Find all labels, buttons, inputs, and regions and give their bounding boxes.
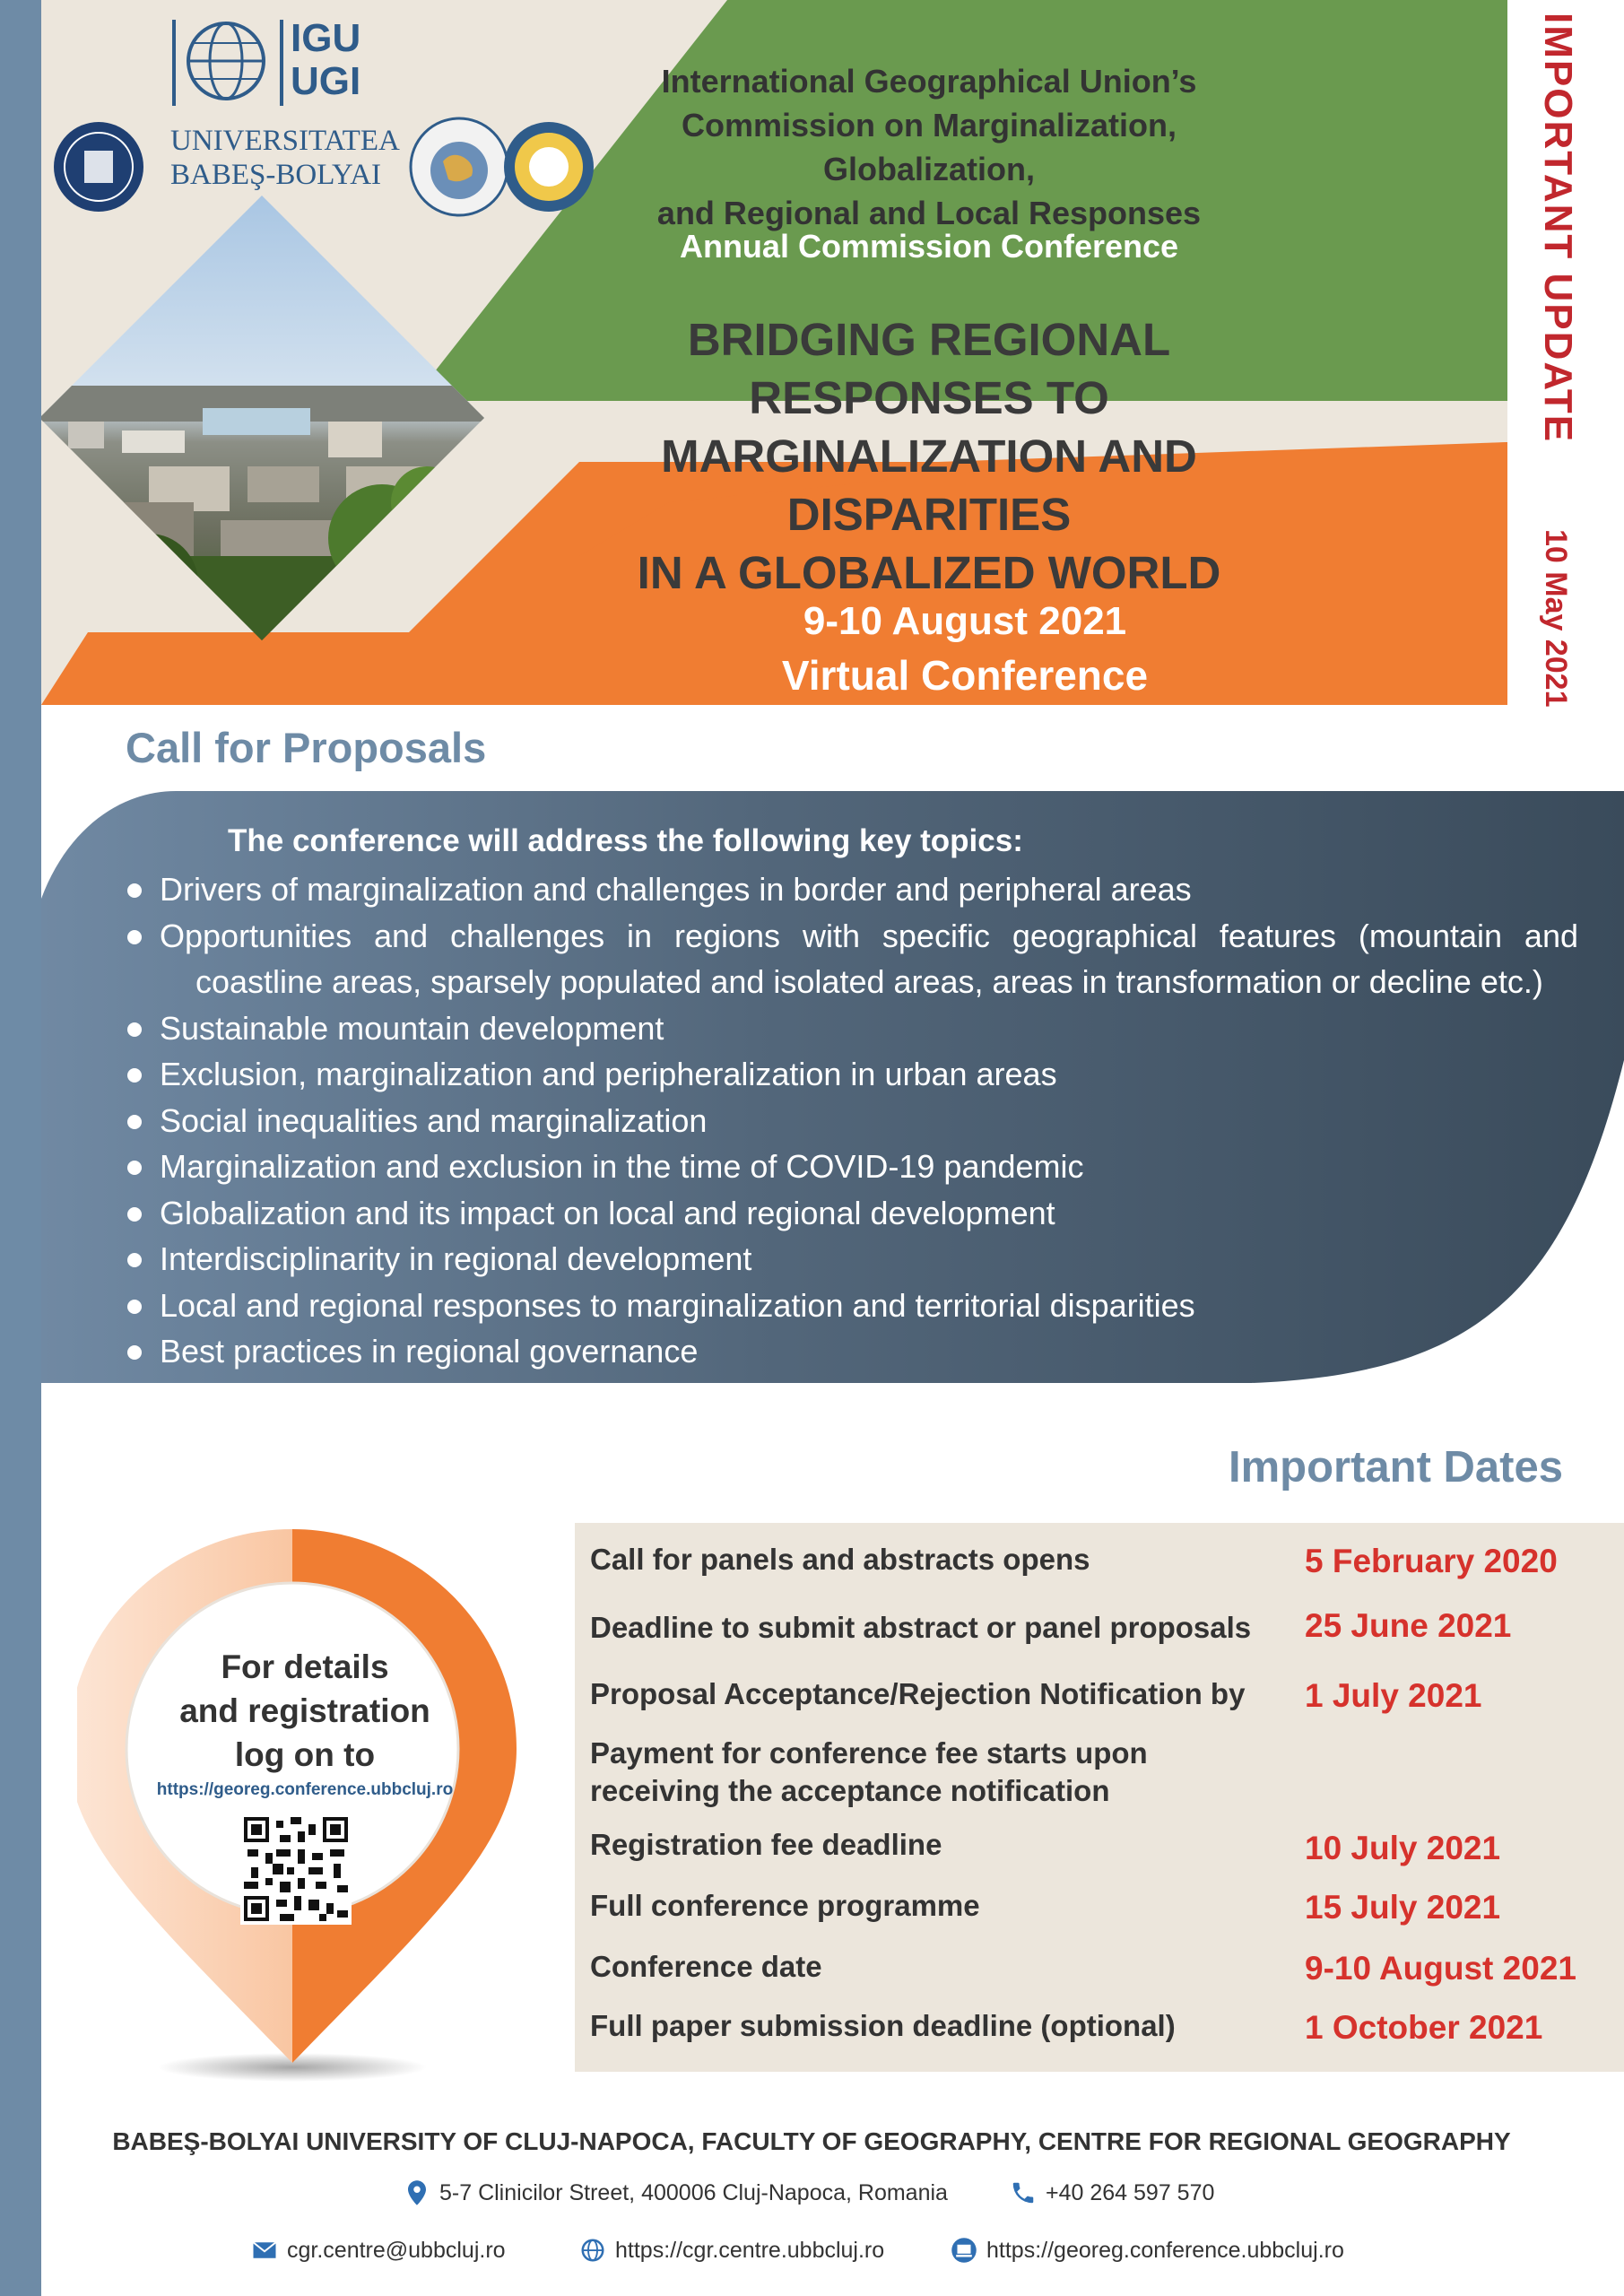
institution-name: BABEŞ-BOLYAI UNIVERSITY OF CLUJ-NAPOCA, FACULTY OF GEOGRAPHY, CENTRE FOR REGIONAL GEOGRAPHY: [112, 2127, 1511, 2155]
title-line3: IN A GLOBALIZED WORLD: [637, 547, 1221, 598]
topic-item: Local and regional responses to marginalization and territorial disparities: [126, 1283, 1578, 1329]
email-item: [251, 2237, 506, 2264]
date-row-label-continuation: receiving the acceptance notification: [590, 1774, 1110, 1807]
date-row-value: 10 July 2021: [1305, 1830, 1501, 1866]
registration-prompt-line1: For details: [221, 1648, 389, 1685]
address-item: [404, 2179, 948, 2206]
conference-date: 9-10 August 2021: [803, 599, 1127, 643]
conference-subtitle: Annual Commission Conference: [679, 228, 1179, 265]
topic-item: Globalization and its impact on local and regional development: [126, 1190, 1578, 1237]
phone-text[interactable]: +40 264 597 570: [1046, 2179, 1215, 2205]
title-line2: MARGINALIZATION AND DISPARITIES: [661, 430, 1197, 540]
topic-item: Interdisciplinarity in regional development: [126, 1236, 1578, 1283]
update-date: 10 May 2021: [1539, 529, 1573, 708]
registration-link[interactable]: https://georeg.conference.ubbcluj.ro: [156, 1780, 454, 1799]
website-item: [579, 2237, 884, 2264]
title-line1: BRIDGING REGIONAL RESPONSES TO: [687, 314, 1171, 423]
university-seal-icon: [54, 122, 143, 212]
commission-line3: and Regional and Local Responses: [656, 195, 1202, 231]
phone-item: [1010, 2179, 1214, 2206]
commission-name: [615, 59, 1243, 235]
laptop-icon: [951, 2237, 977, 2264]
topic-item: Social inequalities and marginalization: [126, 1098, 1578, 1144]
website-link[interactable]: https://cgr.centre.ubbcluj.ro: [615, 2237, 885, 2263]
topic-item: Drivers of marginalization and challenges in border and peripheral areas: [126, 866, 1578, 913]
registration-map-pin: [77, 1529, 525, 2085]
phone-icon: [1010, 2179, 1037, 2206]
date-row-label: Deadline to submit abstract or panel proposals: [590, 1611, 1252, 1644]
email-link[interactable]: cgr.centre@ubbcluj.ro: [287, 2237, 506, 2263]
igu-globe-icon: [174, 20, 282, 106]
date-row-value: 5 February 2020: [1305, 1543, 1558, 1579]
important-update-label: IMPORTANT UPDATE: [1536, 13, 1580, 444]
commission-line1: International Geographical Union’s: [661, 63, 1197, 100]
date-row-value: 9-10 August 2021: [1305, 1950, 1576, 1987]
location-pin-icon: [404, 2179, 430, 2206]
igu-logo-top: IGU: [291, 16, 361, 60]
qr-code-icon[interactable]: [240, 1813, 352, 1925]
geography-seal-icon: [411, 118, 508, 215]
date-row-value: 1 July 2021: [1305, 1677, 1482, 1714]
date-row-label: Conference date: [590, 1950, 822, 1983]
topic-item: Marginalization and exclusion in the time of COVID-19 pandemic: [126, 1144, 1578, 1190]
important-dates-heading: Important Dates: [1229, 1443, 1564, 1492]
topic-item: Sustainable mountain development: [126, 1005, 1578, 1052]
header-banner: [41, 0, 1507, 705]
date-row-value: 1 October 2021: [1305, 2009, 1543, 2046]
commission-line2: Commission on Marginalization, Globalization,: [681, 107, 1177, 187]
email-icon: [251, 2237, 278, 2264]
university-name-line1: UNIVERSITATEA: [170, 125, 400, 157]
conference-title: [543, 310, 1315, 602]
date-row-label: Registration fee deadline: [590, 1828, 942, 1861]
date-row-label: Full paper submission deadline (optional): [590, 2009, 1176, 2042]
date-row-label: Call for panels and abstracts opens: [590, 1543, 1090, 1576]
date-row-value: 15 July 2021: [1305, 1889, 1501, 1926]
important-update-banner: [1508, 0, 1624, 708]
conference-format: Virtual Conference: [781, 652, 1149, 699]
registration-prompt-line3: log on to: [234, 1736, 376, 1773]
cgr-seal-icon: [504, 122, 594, 212]
registration-prompt: [117, 1645, 493, 1777]
topics-list: [126, 866, 1578, 1375]
date-row-value: 25 June 2021: [1305, 1607, 1512, 1644]
left-accent-bar: [0, 0, 41, 2296]
university-name-line2: BABEŞ-BOLYAI: [170, 159, 382, 191]
date-row-label: Proposal Acceptance/Rejection Notification by: [590, 1677, 1246, 1710]
registration-site-item: [951, 2237, 1344, 2264]
globe-icon: [579, 2237, 606, 2264]
university-name: [170, 124, 400, 192]
call-for-proposals-heading: Call for Proposals: [126, 724, 487, 771]
topic-item-continuation: coastline areas, sparsely populated and isolated areas, areas in transformation or decline etc.): [195, 963, 1543, 1000]
topic-item: Best practices in regional governance: [126, 1328, 1578, 1375]
date-row-label: Payment for conference fee starts upon: [590, 1736, 1148, 1770]
topics-heading: The conference will address the following key topics:: [228, 823, 1023, 858]
registration-prompt-line2: and registration: [179, 1692, 430, 1729]
topic-item: Exclusion, marginalization and peripheralization in urban areas: [126, 1051, 1578, 1098]
igu-logo-bottom: UGI: [291, 59, 361, 103]
topic-item: Opportunities and challenges in regions with specific geographical features (mountain and: [126, 913, 1578, 960]
address-text: 5-7 Clinicilor Street, 400006 Cluj-Napoca, Romania: [439, 2179, 948, 2205]
registration-site-link[interactable]: https://georeg.conference.ubbcluj.ro: [986, 2237, 1344, 2263]
date-row-label: Full conference programme: [590, 1889, 980, 1922]
